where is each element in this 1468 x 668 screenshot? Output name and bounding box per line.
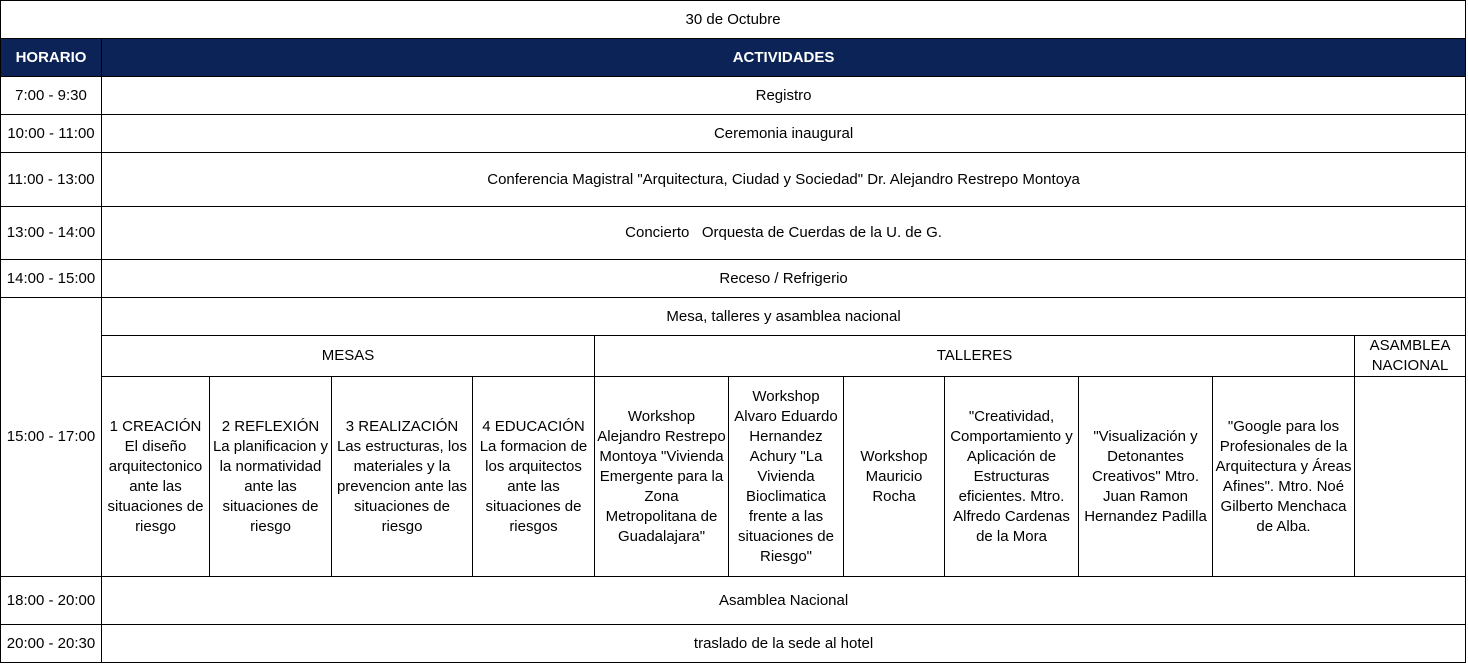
activity-cell: Conferencia Magistral "Arquitectura, Ciudad y Sociedad" Dr. Alejandro Restrepo Montoya: [102, 153, 1466, 207]
mesa-description: La formacion de los arquitectos ante las situaciones de riesgos: [479, 437, 588, 535]
afternoon-title-row: [1, 298, 1466, 336]
taller-cell: "Google para los Profesionales de la Arquitectura y Áreas Afines". Mtro. Noé Gilberto Menchaca de Alba.: [1213, 377, 1355, 577]
time-cell: 13:00 - 14:00: [1, 207, 102, 260]
table-row: [1, 260, 1466, 298]
taller-cell: "Creatividad, Comportamiento y Aplicación de Estructuras eficientes. Mtro. Alfredo Cardenas de la Mora: [945, 377, 1079, 577]
taller-cell: Workshop Alvaro Eduardo Hernandez Achury "La Vivienda Bioclimatica frente a las situaciones de Riesgo": [729, 377, 844, 577]
mesa-title: 4 EDUCACIÓN: [482, 417, 585, 435]
mesa-cell: [473, 377, 595, 577]
activity-cell: Receso / Refrigerio: [102, 260, 1466, 298]
mesa-cell: [332, 377, 473, 577]
time-cell: 18:00 - 20:00: [1, 577, 102, 625]
mesas-group-header: MESAS: [102, 336, 595, 377]
time-cell: 7:00 - 9:30: [1, 77, 102, 115]
afternoon-title: Mesa, talleres y asamblea nacional: [102, 298, 1466, 336]
activity-cell: Concierto Orquesta de Cuerdas de la U. de G.: [102, 207, 1466, 260]
activity-cell: Ceremonia inaugural: [102, 115, 1466, 153]
mesa-cell: [102, 377, 210, 577]
table-row: [1, 625, 1466, 663]
talleres-group-header: TALLERES: [595, 336, 1355, 377]
date-row: [1, 1, 1466, 39]
horario-header: HORARIO: [1, 39, 102, 77]
mesa-description: La planificacion y la normatividad ante las situaciones de riesgo: [212, 437, 329, 535]
table-row: [1, 77, 1466, 115]
afternoon-sessions-row: [1, 377, 1466, 577]
afternoon-groups-row: [1, 336, 1466, 377]
time-cell: 10:00 - 11:00: [1, 115, 102, 153]
actividades-header: ACTIVIDADES: [102, 39, 1466, 77]
time-cell: 14:00 - 15:00: [1, 260, 102, 298]
taller-cell: "Visualización y Detonantes Creativos" Mtro. Juan Ramon Hernandez Padilla: [1079, 377, 1213, 577]
time-cell: 11:00 - 13:00: [1, 153, 102, 207]
asamblea-cell: [1355, 377, 1466, 577]
mesa-description: Las estructuras, los materiales y la prevencion ante las situaciones de riesgo: [336, 437, 468, 535]
taller-cell: Workshop Alejandro Restrepo Montoya "Vivienda Emergente para la Zona Metropolitana de Guadalajara": [595, 377, 729, 577]
header-row: [1, 39, 1466, 77]
activity-cell: Asamblea Nacional: [102, 577, 1466, 625]
activity-cell: traslado de la sede al hotel: [102, 625, 1466, 663]
mesa-title: 2 REFLEXIÓN: [221, 417, 320, 435]
time-cell: 15:00 - 17:00: [1, 298, 102, 577]
mesa-description: El diseño arquitectonico ante las situaciones de riesgo: [107, 437, 204, 535]
table-row: [1, 207, 1466, 260]
table-row: [1, 153, 1466, 207]
schedule-date: 30 de Octubre: [1, 1, 1466, 39]
table-row: [1, 577, 1466, 625]
activity-cell: Registro: [102, 77, 1466, 115]
mesa-title: 3 REALIZACIÓN: [345, 417, 459, 435]
mesa-title: 1 CREACIÓN: [109, 417, 202, 435]
mesa-cell: [210, 377, 332, 577]
asamblea-group-header: ASAMBLEA NACIONAL: [1355, 336, 1466, 377]
table-row: [1, 115, 1466, 153]
taller-cell: Workshop Mauricio Rocha: [844, 377, 945, 577]
time-cell: 20:00 - 20:30: [1, 625, 102, 663]
